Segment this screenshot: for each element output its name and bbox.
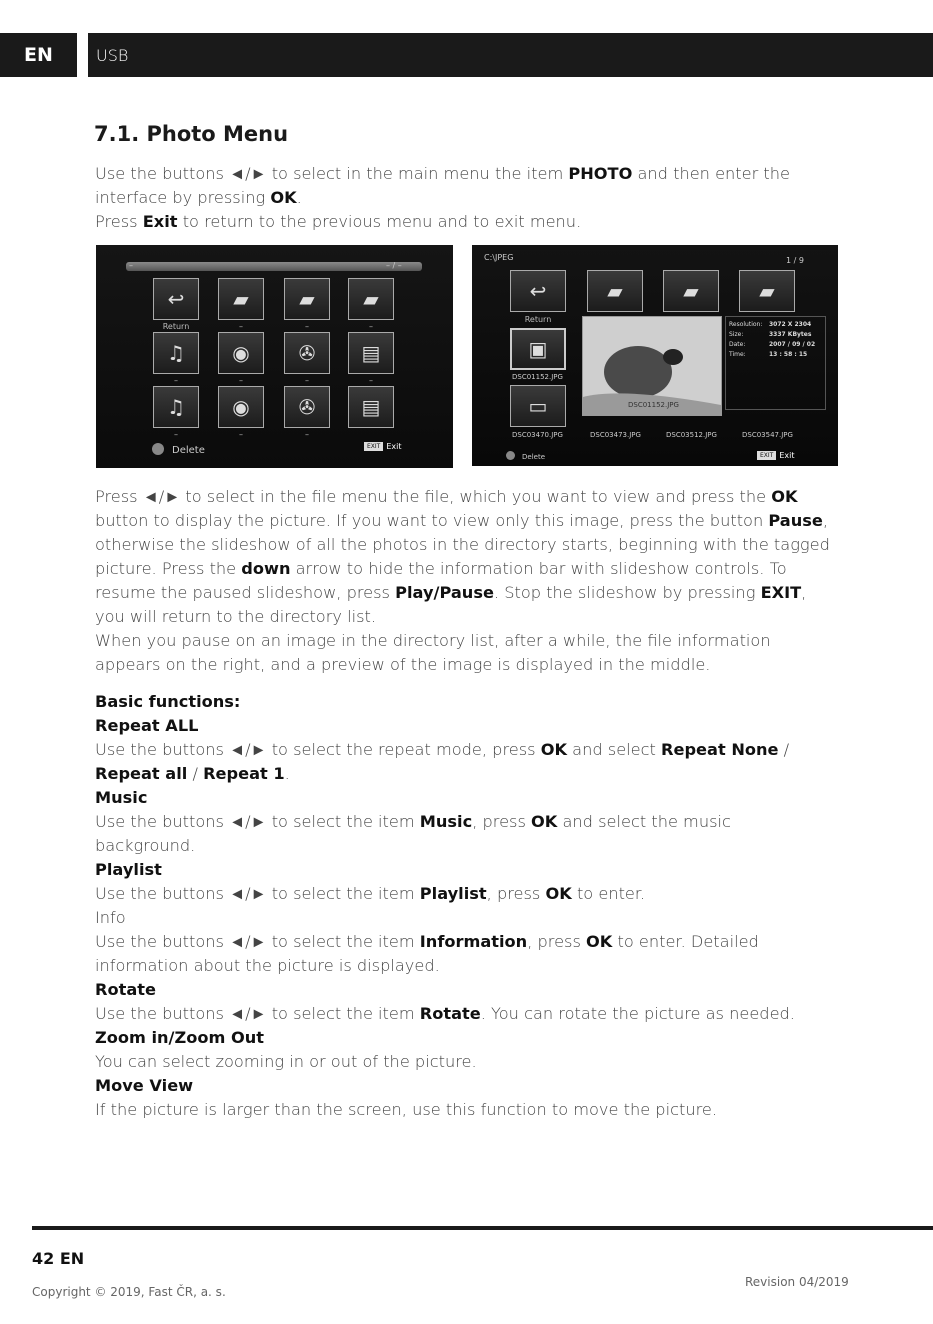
tile-label: – [305,322,309,331]
file-label: DSC01152.JPG [512,373,563,381]
folder-icon: ▰ [739,270,795,312]
tile-label: – [369,322,373,331]
file-browser-screenshot [472,245,838,466]
path-sep: – / – [386,261,402,270]
info-heading: Info [95,908,126,927]
file-label: DSC03547.JPG [742,431,793,439]
exit-label: Exit [779,451,795,460]
playlist-heading: Playlist [95,860,162,879]
tile-label: – [174,376,178,385]
info-value: 3072 X 2304 [769,321,812,328]
red-button-icon [152,443,164,455]
description-paragraph: Press ◄/► to select in the file menu the file, which you want to view and press the OK button to display the picture. If you want to view only this image, press the button Pause, otherwise the slideshow of all the photos in the directory starts, beginning with the tagged picture. Press the down arrow to hide the information bar with slideshow controls. To resume the paused slideshow, press Play/Pause. Stop the slideshow by pressing EXIT, you will return to the directory list. When you pause on an image in the directory list, after a while, the file information appears on the right, and a preview of the image is displayed in the middle. [95,487,830,674]
tile-label-return: Return [524,315,552,324]
document-icon: ▤ [348,386,394,428]
tile-label: – [369,376,373,385]
photo-menu-screenshot [96,245,453,468]
tile-label: – [239,376,243,385]
delete-label: Delete [522,453,545,461]
film-reel-icon: ✇ [284,386,330,428]
file-label: DSC03473.JPG [590,431,641,439]
info-value: 13 : 58 : 15 [769,351,808,358]
info-key: Date: [729,341,746,348]
info-key: Resolution: [729,321,763,328]
return-folder-icon: ↩ [153,278,199,320]
info-key: Size: [729,331,744,338]
revision: Revision 04/2019 [745,1275,849,1289]
return-folder-icon: ↩ [510,270,566,312]
info-key: Time: [729,351,746,358]
film-reel-icon: ✇ [284,332,330,374]
disc-icon: ◉ [218,386,264,428]
photo-thumbnail: ▣ [510,328,566,370]
music-folder-icon: ♫ [153,332,199,374]
functions-heading: Basic functions: [95,692,241,711]
music-folder-icon: ♫ [153,386,199,428]
info-value: 3337 KBytes [769,331,812,338]
folder-icon: ▰ [587,270,643,312]
footer-divider [32,1226,933,1230]
exit-key: EXIT [757,451,776,460]
functions-section: Basic functions: Repeat ALL Use the buttons ◄/► to select the repeat mode, press OK and select Repeat None / Repeat all / Repeat 1. Music Use the buttons ◄/► to select the item Music, press OK and select the music background. Playlist Use the buttons ◄/► to select the item Playlist, press OK to enter. Info Use the buttons ◄/► to select the item Information, press OK to enter. Detailed information about the picture is displayed. Rotate Use the buttons ◄/► to select the item Rotate. You can rotate the picture as needed. Zoom in/Zoom Out You can select zooming in or out of the picture. Move View If the picture is larger than the screen, use this function to move the picture. [95,692,795,1119]
red-button-icon [506,451,515,460]
folder-icon: ▰ [218,278,264,320]
intro-paragraph: Use the buttons ◄/► to select in the main menu the item PHOTO and then enter the interface by pressing OK. Press Exit to return to the previous menu and to exit menu. [95,164,790,231]
tile-label: – [174,430,178,439]
tile-label: – [305,376,309,385]
move-view-heading: Move View [95,1076,194,1095]
repeat-heading: Repeat ALL [95,716,199,735]
file-label: DSC03512.JPG [666,431,717,439]
exit-key: EXIT [364,442,383,451]
document-icon: ▤ [348,332,394,374]
file-label: DSC03470.JPG [512,431,563,439]
folder-icon: ▰ [663,270,719,312]
preview-filename: DSC01152.JPG [628,401,679,409]
path-dash: – [129,261,133,270]
file-info-panel [725,316,826,410]
zoom-heading: Zoom in/Zoom Out [95,1028,264,1047]
language-tab: EN [0,33,77,77]
path-bar [126,262,422,271]
photo-thumbnail: ▭ [510,385,566,427]
disc-icon: ◉ [218,332,264,374]
section-header: USB [88,33,933,77]
tile-label: – [239,430,243,439]
info-value: 2007 / 09 / 02 [769,341,816,348]
exit-hint [364,442,402,451]
tile-label-return: Return [162,322,190,331]
tile-label: – [239,322,243,331]
page-number: 42 EN [32,1249,85,1268]
delete-label: Delete [172,445,205,456]
exit-label: Exit [386,442,402,451]
folder-icon: ▰ [348,278,394,320]
copyright: Copyright © 2019, Fast ČR, a. s. [32,1285,226,1299]
exit-hint [757,451,795,460]
folder-icon: ▰ [284,278,330,320]
tile-label: – [305,430,309,439]
page-title: 7.1. Photo Menu [94,122,289,146]
path-label: C:\JPEG [484,253,514,262]
page-indicator: 1 / 9 [786,256,804,265]
rotate-heading: Rotate [95,980,156,999]
music-heading: Music [95,788,148,807]
